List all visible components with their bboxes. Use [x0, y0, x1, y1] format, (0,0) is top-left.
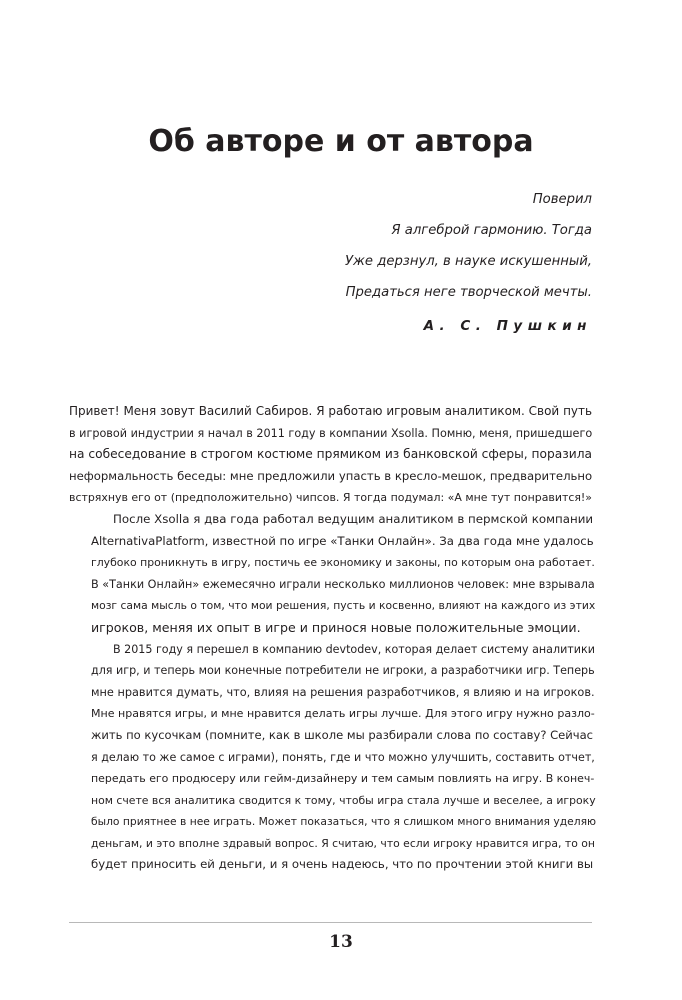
text-line: В «Танки Онлайн» ежемесячно играли несколько миллионов человек: мне взрывала: [91, 577, 595, 591]
text-line: После Xsolla я два года работал ведущим аналитиком в пермской компании: [113, 511, 594, 526]
text-line: Привет! Меня зовут Василий Сабиров. Я работаю игровым аналитиком. Свой путь: [69, 404, 592, 418]
text-line: в игровой индустрии я начал в 2011 году в компании Xsolla. Помню, меня, пришедшего: [69, 426, 593, 440]
text-line: мне нравится думать, что, влияя на решения разработчиков, я влияю и на игроков.: [91, 685, 595, 699]
body-text: [69, 401, 597, 876]
text-line: игроков, меняя их опыт в игре и принося новые положительные эмоции.: [91, 619, 581, 635]
text-line: жить по кусочкам (помните, как в школе мы разбирали слова по составу? Сейчас: [91, 727, 594, 742]
text-line: на собеседование в строгом костюме прямиком из банковской сферы, поразила: [69, 447, 592, 462]
epigraph-line: Уже дерзнул, в науке искушенный,: [344, 254, 592, 269]
text-line: В 2015 году я перешел в компанию devtodev, которая делает систему аналитики: [113, 642, 595, 656]
text-line: мозг сама мысль о том, что мои решения, пусть и косвенно, влияют на каждого из этих: [91, 599, 596, 613]
text-line: было приятнее в нее играть. Может показаться, что я слишком много внимания уделяю: [91, 815, 597, 829]
text-line: глубоко проникнуть в игру, постичь ее экономику и законы, по которым она работает.: [91, 556, 595, 570]
epigraph-line: Предаться неге творческой мечты.: [345, 285, 592, 300]
epigraph: [112, 184, 592, 308]
epigraph-author: А. С. Пушкин: [423, 318, 592, 334]
page-title: Об авторе и от автора: [148, 124, 534, 159]
text-line: передать его продюсеру или гейм-дизайнеру и тем самым повлиять на игру. В конеч-: [91, 772, 595, 786]
paragraph: [69, 639, 597, 877]
text-line: будет приносить ей деньги, и я очень надеюсь, что по прочтении этой книги вы: [91, 857, 594, 872]
text-line: я делаю то же самое с играми), понять, где и что можно улучшить, составить отчет,: [91, 750, 595, 764]
footer-divider: [69, 922, 592, 923]
epigraph-line: Я алгеброй гармонию. Тогда: [391, 223, 592, 238]
text-line: для игр, и теперь мои конечные потребители не игроки, а разработчики игр. Теперь: [91, 664, 595, 678]
text-line: деньгам, и это вполне здравый вопрос. Я считаю, что если игроку нравится игра, то он: [91, 836, 595, 850]
text-line: неформальность беседы: мне предложили упасть в кресло-мешок, предварительно: [69, 468, 593, 483]
text-line: Мне нравятся игры, и мне нравится делать игры лучше. Для этого игру нужно разло-: [91, 707, 595, 721]
paragraph: [69, 509, 596, 639]
paragraph: [69, 401, 592, 509]
text-line: встряхнув его от (предположительно) чипсов. Я тогда подумал: «А мне тут понравится!»: [69, 491, 592, 505]
epigraph-line: Поверил: [532, 192, 592, 207]
text-line: AlternativaPlatform, известной по игре «Танки Онлайн». За два года мне удалось: [91, 533, 594, 548]
text-line: ном счете вся аналитика сводится к тому, чтобы игра стала лучше и веселее, а игроку: [91, 793, 596, 807]
page-number: 13: [329, 932, 353, 952]
